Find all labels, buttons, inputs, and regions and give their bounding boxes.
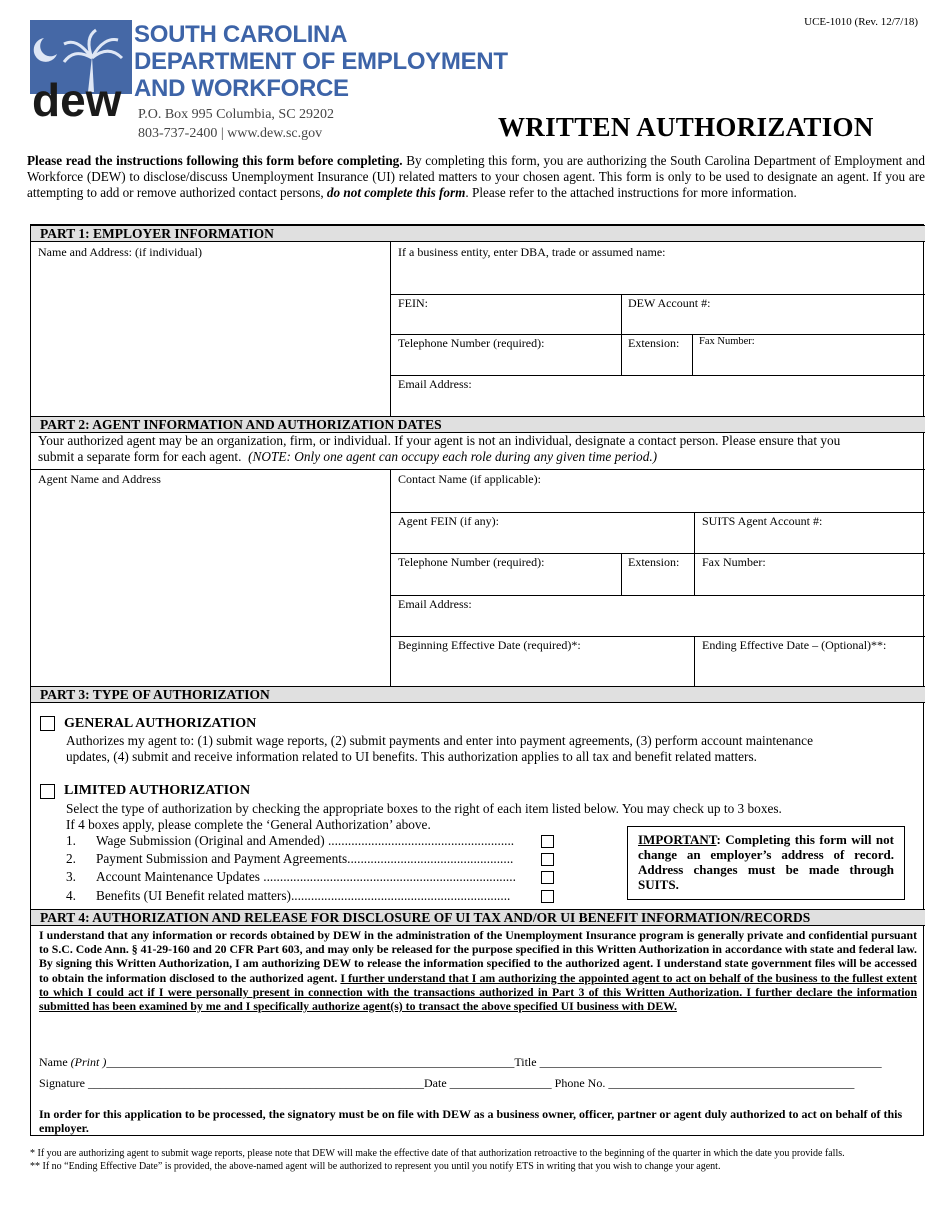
page-title: WRITTEN AUTHORIZATION	[498, 112, 874, 142]
employer-dba-field[interactable]: If a business entity, enter DBA, trade or assumed name:	[398, 245, 666, 259]
agent-note-line-2: submit a separate form for each agent.	[38, 449, 242, 464]
limited-item-wage	[66, 833, 514, 849]
divider	[390, 636, 925, 637]
divider	[31, 469, 925, 470]
agency-address: P.O. Box 995 Columbia, SC 29202	[138, 107, 335, 122]
limited-authorization-title: LIMITED AUTHORIZATION	[64, 783, 251, 798]
wage-submission-checkbox[interactable]	[541, 835, 554, 848]
divider	[694, 512, 695, 553]
footnote-ending-date: ** If no “Ending Effective Date” is provided, the above-named agent will be authorized to represent you until you notify ETS in writing that you wish to change your agent.	[30, 1161, 721, 1172]
divider	[621, 553, 622, 595]
important-notice	[627, 826, 905, 900]
divider	[692, 334, 693, 375]
item-number: 2.	[66, 851, 76, 866]
important-label: IMPORTANT	[638, 832, 717, 847]
general-desc-line-1: Authorizes my agent to: (1) submit wage reports, (2) submit payments and enter into payment agreements, (3) perform account maintenance	[66, 733, 813, 748]
limited-item-account	[66, 869, 516, 885]
agent-name-address-field[interactable]: Agent Name and Address	[38, 472, 161, 486]
signature-line	[39, 1076, 854, 1091]
phone-input[interactable]: _________________________________________	[605, 1076, 855, 1090]
general-authorization-title: GENERAL AUTHORIZATION	[64, 716, 257, 731]
agent-email-field[interactable]: Email Address:	[398, 597, 472, 611]
agent-note-italic: (NOTE: Only one agent can occupy each role during any given time period.)	[248, 449, 658, 464]
print-label: (Print )	[70, 1055, 107, 1069]
limited-desc-line-1: Select the type of authorization by checking the appropriate boxes to the right of each item listed below. You may check up to 3 boxes.	[66, 801, 782, 816]
divider	[390, 375, 925, 376]
divider	[390, 334, 925, 335]
agent-extension-field[interactable]: Extension:	[628, 555, 680, 569]
item-number: 3.	[66, 869, 76, 884]
part2-header: PART 2: AGENT INFORMATION AND AUTHORIZATION DATES	[31, 416, 925, 433]
item-number: 4.	[66, 888, 76, 903]
agent-note-line-1: Your authorized agent may be an organization, firm, or individual. If your agent is not an individual, designate a contact person. Please ensure that you	[38, 433, 841, 448]
phone-label: Phone No.	[551, 1076, 606, 1090]
limited-desc-line-2: If 4 boxes apply, please complete the ‘General Authorization’ above.	[66, 817, 431, 832]
dew-logo-icon	[30, 20, 132, 120]
dew-logo-text: dew	[32, 74, 122, 120]
release-statement	[39, 928, 917, 1013]
item-number: 1.	[66, 833, 76, 848]
agency-logo	[30, 20, 508, 145]
agency-name-line-2: DEPARTMENT OF EMPLOYMENT	[134, 48, 508, 75]
name-title-line	[39, 1055, 882, 1070]
part1-header: PART 1: EMPLOYER INFORMATION	[31, 225, 925, 242]
divider	[390, 469, 391, 686]
item-label: Account Maintenance Updates ............................................................................	[96, 869, 516, 884]
signature-input[interactable]: ________________________________________________________	[85, 1076, 424, 1090]
divider	[390, 512, 925, 513]
important-text: : Completing this form will not change an employer’s address of record. Address changes must be made through SUITS.	[638, 832, 894, 892]
divider	[694, 553, 695, 595]
name-input[interactable]: ____________________________________________________________________	[106, 1055, 515, 1069]
general-authorization-checkbox[interactable]	[40, 716, 55, 731]
agency-name-line-1: SOUTH CAROLINA	[134, 21, 348, 48]
date-input[interactable]: _________________	[446, 1076, 552, 1090]
limited-item-payment	[66, 851, 513, 867]
date-label: Date	[424, 1076, 447, 1090]
divider	[390, 242, 391, 416]
item-label: Wage Submission (Original and Amended) ........................................................	[96, 833, 515, 848]
divider	[694, 636, 695, 686]
agent-fax-field[interactable]: Fax Number:	[702, 555, 766, 569]
employer-email-field[interactable]: Email Address:	[398, 377, 472, 391]
agent-note	[38, 433, 840, 465]
divider	[390, 294, 925, 295]
ending-date-field[interactable]: Ending Effective Date – (Optional)**:	[702, 638, 887, 652]
agent-telephone-field[interactable]: Telephone Number (required):	[398, 555, 545, 569]
footnote-effective-date: * If you are authorizing agent to submit wage reports, please note that DEW will make the effective date of that authorization retroactive to the beginning of the quarter in which the date you provide falls.	[30, 1148, 845, 1159]
intro-bold-lead: Please read the instructions following this form before completing.	[27, 153, 403, 168]
part4-header: PART 4: AUTHORIZATION AND RELEASE FOR DISCLOSURE OF UI TAX AND/OR UI BENEFIT INFORMATION/RECORDS	[31, 909, 925, 926]
part3-header: PART 3: TYPE OF AUTHORIZATION	[31, 686, 925, 703]
form-number: UCE-1010 (Rev. 12/7/18)	[804, 16, 918, 28]
intro-instructions	[27, 153, 925, 201]
benefits-checkbox[interactable]	[541, 890, 554, 903]
employer-name-address-field[interactable]: Name and Address: (if individual)	[38, 245, 202, 259]
release-plain: I understand that any information or records obtained by DEW in the administration of the Unemployment Insurance program is generally private and confidential pursuant to S.C. Code Ann. § 41-29-160 and 20 CFR Part 603, and may only be released for the purpose specified in this Written Authorization in accordance with state and federal law. By signing this Written Authorization, I am authorizing DEW to release the information specified to the authorized agent. I understand state government files will be accessed to obtain the information disclosed to the authorized agent.	[39, 928, 917, 985]
agent-contact-name-field[interactable]: Contact Name (if applicable):	[398, 472, 541, 486]
divider	[390, 595, 925, 596]
general-authorization-description	[66, 733, 813, 765]
payment-submission-checkbox[interactable]	[541, 853, 554, 866]
divider	[621, 294, 622, 375]
employer-dew-account-field[interactable]: DEW Account #:	[628, 296, 711, 310]
item-label: Payment Submission and Payment Agreements..................................................	[96, 851, 514, 866]
title-label: Title	[514, 1055, 537, 1069]
name-label: Name	[39, 1055, 71, 1069]
processing-note: In order for this application to be processed, the signatory must be on file with DEW as a business owner, officer, partner or agent duly authorized to act on behalf of this employer.	[39, 1107, 903, 1135]
intro-text-a: By completing this form, you are authorizing the South Carolina Department of Employment and Workforce (DEW) to disclose/discuss Unemployment Insurance (UI) related matters to your chosen agent. This form is only to be used to designate an agent. If you are attempting to add or remove authorized contact persons,	[27, 153, 925, 200]
suits-account-field[interactable]: SUITS Agent Account #:	[702, 514, 823, 528]
employer-fax-field[interactable]: Fax Number:	[699, 336, 755, 347]
agency-name-line-3: AND WORKFORCE	[134, 75, 349, 102]
release-underlined: I further understand that I am authorizing the appointed agent to act on behalf of the business to the fullest extent to which I could act if I were personally present in connection with the transactions authorized in Part 3 of this Written Authorization. I further declare the information submitted has been examined by me and I specifically authorize agent(s) to transact the above specified UI business with DEW.	[39, 970, 917, 1014]
employer-fein-field[interactable]: FEIN:	[398, 296, 428, 310]
item-label: Benefits (UI Benefit related matters)..................................................................	[96, 888, 511, 903]
beginning-date-field[interactable]: Beginning Effective Date (required)*:	[398, 638, 581, 652]
title-input[interactable]: _________________________________________________________	[536, 1055, 882, 1069]
signature-label: Signature	[39, 1076, 85, 1090]
agency-contact: 803-737-2400 | www.dew.sc.gov	[138, 126, 323, 141]
employer-extension-field[interactable]: Extension:	[628, 336, 680, 350]
employer-telephone-field[interactable]: Telephone Number (required):	[398, 336, 545, 350]
general-desc-line-2: updates, (4) submit and receive information related to UI benefits. This authorization applies to all tax and benefit related matters.	[66, 749, 757, 764]
limited-item-benefits	[66, 888, 510, 904]
limited-authorization-checkbox[interactable]	[40, 784, 55, 799]
intro-text-b: . Please refer to the attached instructions for more information.	[465, 185, 797, 200]
intro-emphasis: do not complete this form	[326, 185, 466, 200]
divider	[390, 553, 925, 554]
account-maintenance-checkbox[interactable]	[541, 871, 554, 884]
agent-fein-field[interactable]: Agent FEIN (if any):	[398, 514, 499, 528]
